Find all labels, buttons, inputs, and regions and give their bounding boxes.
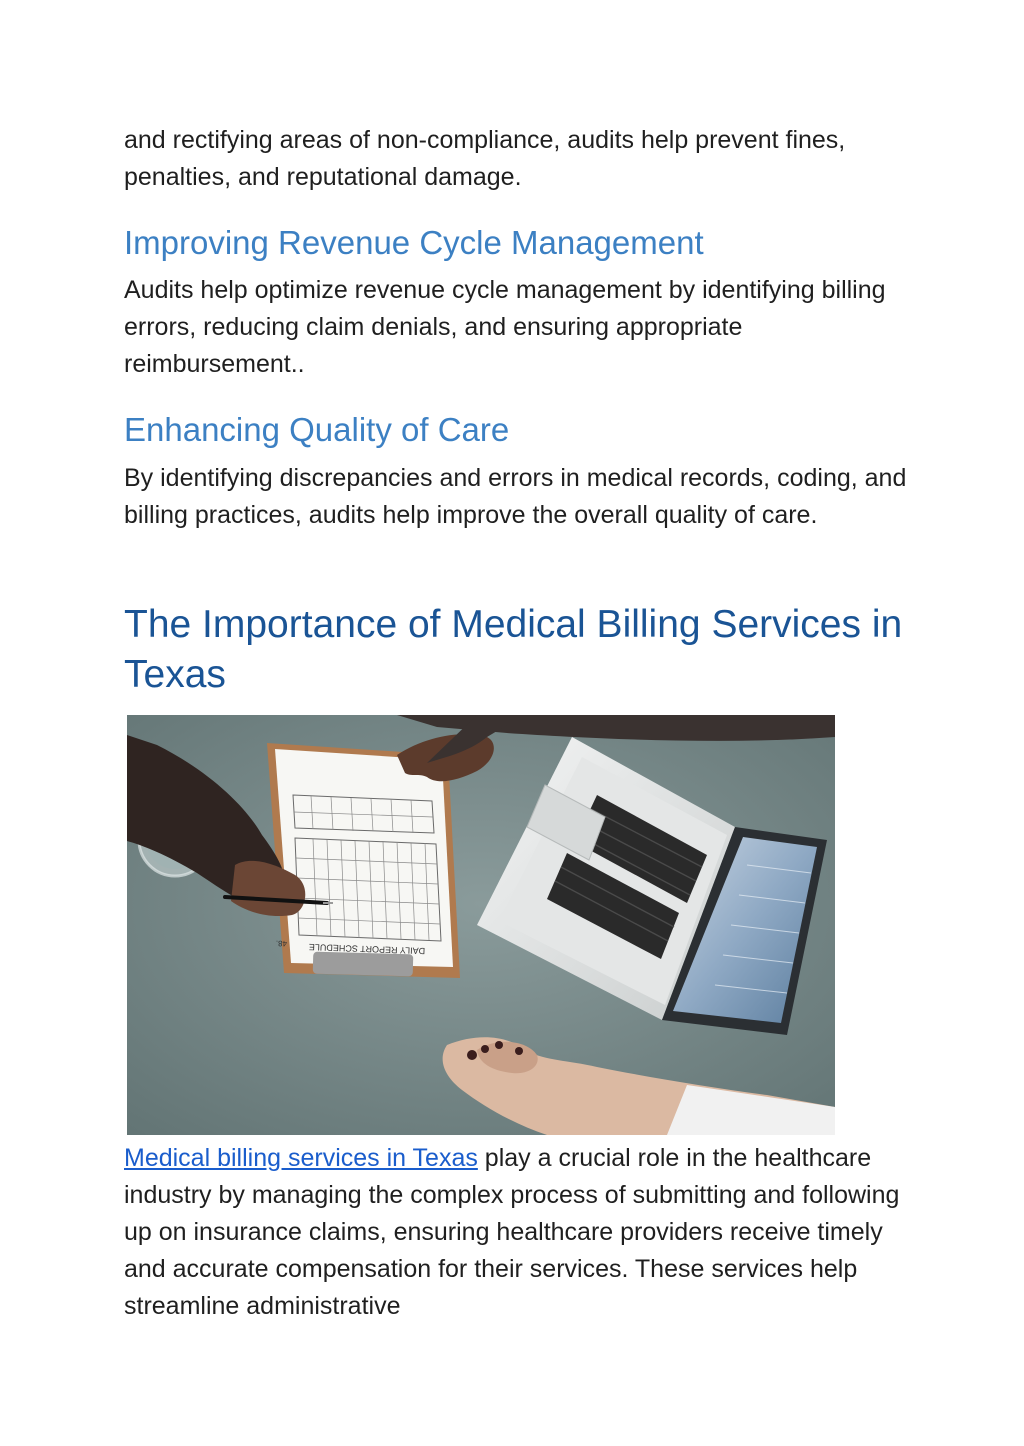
medical-billing-texas-link[interactable]: Medical billing services in Texas [124,1144,478,1172]
quality-of-care-paragraph: By identifying discrepancies and errors in medical records, coding, and billing practices, audits help improve the overall quality of care. [124,464,907,529]
billing-paragraph-text: play a crucial role in the healthcare industry by managing the complex process of submitting and following up on insurance claims, ensuring healthcare providers receive timely and accurate compensation for their services. These services help streamline administrative [124,1144,900,1320]
revenue-cycle-paragraph: Audits help optimize revenue cycle management by identifying billing errors, reducing claim denials, and ensuring appropriate reimbursement.. [124,276,886,378]
clipboard-number: 48. [275,938,288,948]
medical-billing-photo [127,715,835,1135]
intro-paragraph: and rectifying areas of non-compliance, audits help prevent fines, penalties, and reputational damage. [124,126,846,191]
clipboard-title: DAILY REPORT SCHEDULE [308,941,426,957]
revenue-cycle-heading: Improving Revenue Cycle Management [124,224,704,261]
medical-billing-heading: The Importance of Medical Billing Services in Texas [124,603,903,696]
quality-of-care-heading: Enhancing Quality of Care [124,411,510,448]
billing-services-paragraph [124,1140,914,1325]
